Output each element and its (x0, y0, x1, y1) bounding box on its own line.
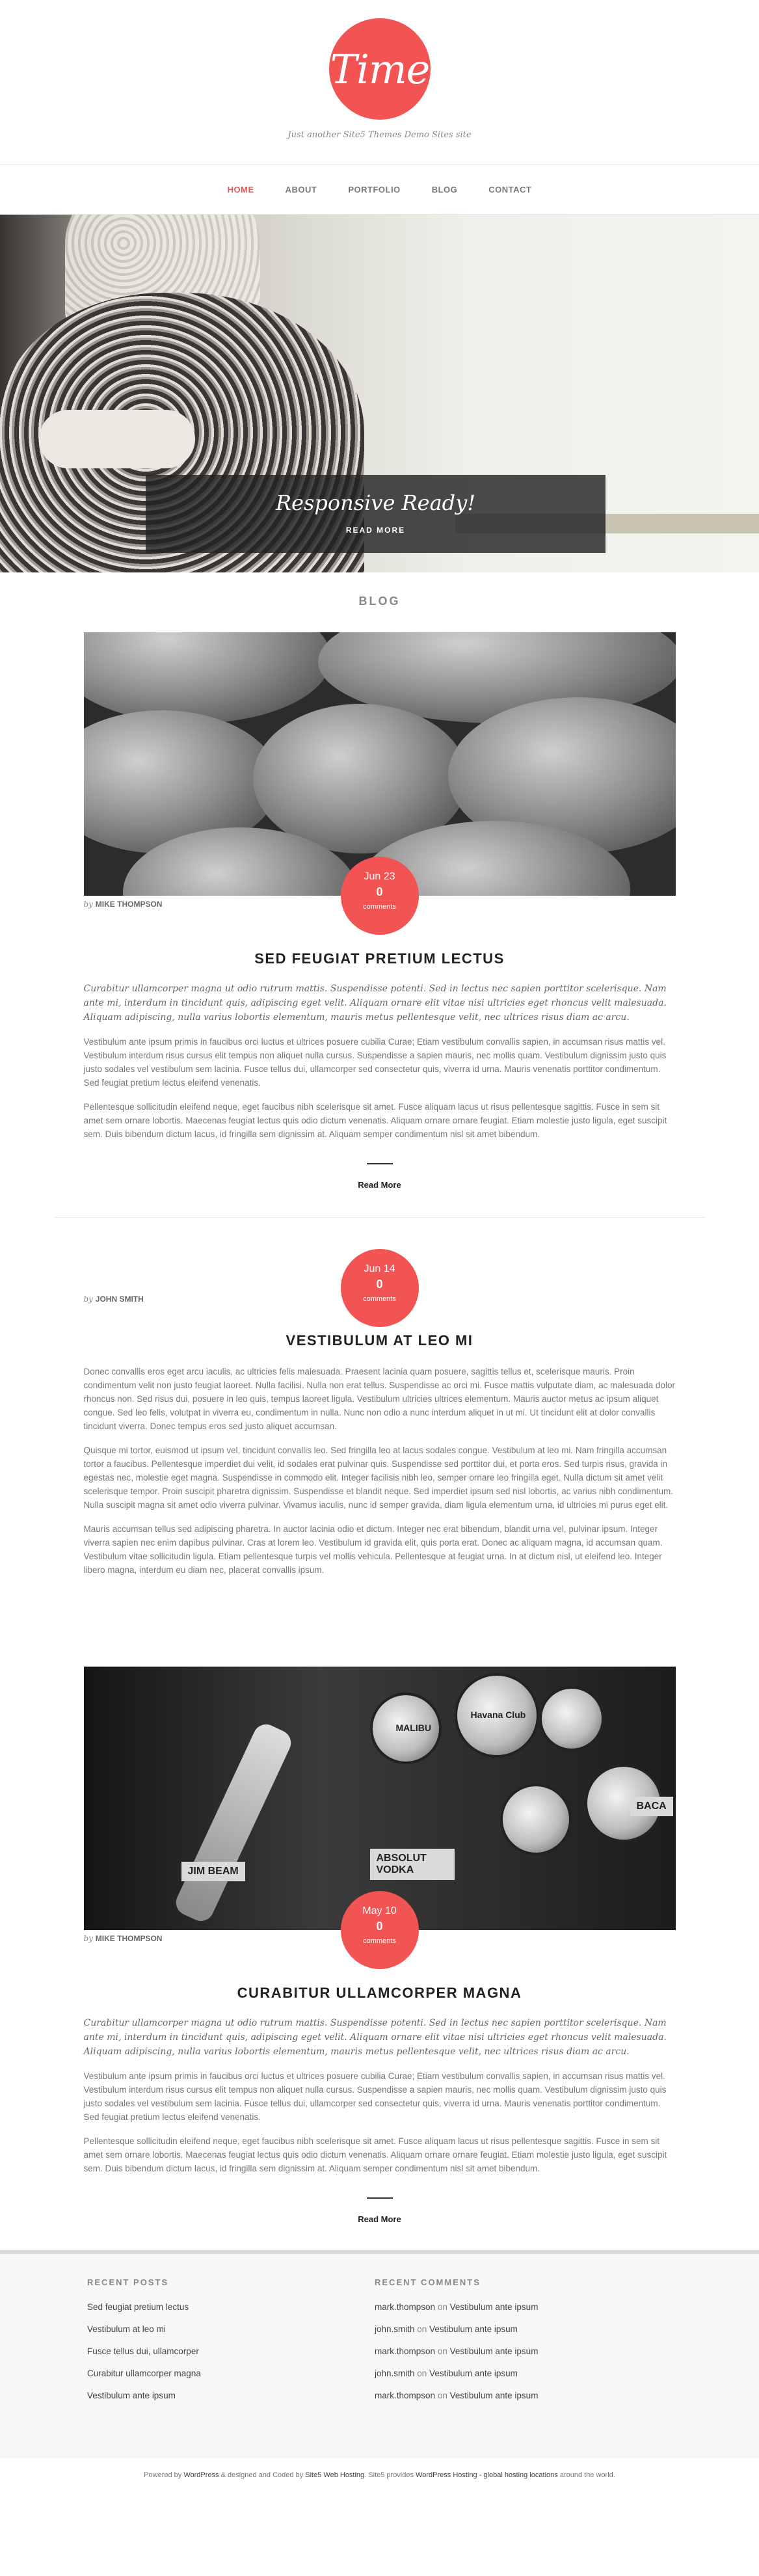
post-author-link[interactable]: JOHN SMITH (95, 1295, 144, 1304)
wordpress-link[interactable]: WordPress (183, 2471, 219, 2479)
byline-by: by (83, 1295, 93, 1304)
recent-post-link[interactable]: Sed feugiat pretium lectus (87, 2302, 189, 2312)
main-nav (0, 165, 759, 215)
hero-title: Responsive Ready! (275, 490, 476, 515)
blog-post (84, 1667, 676, 2224)
read-more-link[interactable]: Read More (358, 1180, 401, 1190)
sign-baca: BACA (630, 1797, 673, 1816)
site-header (0, 0, 759, 165)
recent-post-link[interactable]: Fusce tellus dui, ullamcorper (87, 2346, 199, 2356)
hero-photo-hand (39, 410, 195, 468)
blog-post (83, 1249, 676, 1575)
recent-comment (375, 2363, 635, 2385)
nav-about[interactable]: ABOUT (285, 185, 317, 195)
post-paragraph: Quisque mi tortor, euismod ut ipsum vel, tincidunt convallis leo. Sed fringilla leo at lacus sodales congue. Vestibulum at leo mi. Nam fringilla accumsan tortor a faucibus. Pellentesque imperdiet dui velit, id sodales erat pulvinar quis. Suspendisse sed porttitor dui, et porta eros. Sed turpis risus, gravida in egestas nec, molestie eget magna. Suspendisse in commodo elit. Integer facilisis nibh leo, semper ornare leo fringilla eget. Nulla dictum sit amet velit scelerisque tempor. Proin suscipit pharetra dignissim. Suspendisse et blandit neque. Sed imperdiet ipsum sed nisl lobortis, ac varius nibh condimentum. Nulla suscipit magna sit amet odio viverra pulvinar. Vivamus iaculis, nunc id semper gravida, diam ligula elementum urna, id ultricies mi purus eget elit. (83, 1445, 673, 1510)
footer-credits (0, 2458, 759, 2492)
comment-on: on (417, 2324, 427, 2334)
credits-text: . Site5 provides (364, 2471, 414, 2479)
recent-comments-title: RECENT COMMENTS (375, 2277, 481, 2287)
post-paragraph: Vestibulum ante ipsum primis in faucibus orci luctus et ultrices posuere cubilia Curae; Etiam vestibulum convallis sapien, in accumsan risus mattis vel. Vestibulum interdum risus cursus elit tempus non aliquet nulla cursus. Suspendisse a sapien mauris, nec mollis quam. Vestibulum dignissim justo quis justo sodales vel vestibulum sem lacinia. Fusce tellus dui, ullamcorper sed consectetur quis, viverra id urna. Mauris venenatis porttitor condimentum. Sed feugiat pretium lectus eleifend venenatis. (83, 2071, 667, 2122)
recent-posts-widget (87, 2277, 347, 2407)
sign-disc (500, 1784, 572, 1855)
comment-post-link[interactable]: Vestibulum ante ipsum (429, 2368, 518, 2378)
recent-posts-title: RECENT POSTS (87, 2277, 169, 2287)
read-more-divider (367, 2197, 393, 2199)
read-more-divider (367, 1163, 393, 1164)
site-logo[interactable] (329, 18, 431, 120)
post-title[interactable]: VESTIBULUM AT LEO MI (286, 1332, 473, 1348)
post-comments-count: 0 (376, 885, 383, 898)
site-tagline: Just another Site5 Themes Demo Sites site (287, 130, 472, 140)
post-lead: Curabitur ullamcorper magna ut odio rutrum mattis. Suspendisse potenti. Sed in lectus nec sapien porttitor scelerisque. Nam ante mi, interdum in tincidunt quis, adipiscing eget velit. Aliquam ornare elit vitae nisi ultricies eget rhoncus velit malesuada. Aliquam adipiscing, nulla varius lobortis elementum, mauris metus pellentesque velit, nec ultrices risus diam ac arcu. (83, 984, 667, 1023)
recent-posts-list (87, 2296, 347, 2407)
post-comments-label: comments (363, 1295, 396, 1303)
comment-post-link[interactable]: Vestibulum ante ipsum (429, 2324, 518, 2334)
comment-on: on (437, 2391, 447, 2400)
comment-post-link[interactable]: Vestibulum ante ipsum (449, 2391, 539, 2400)
hero-caption (146, 475, 606, 553)
byline-by: by (83, 900, 93, 909)
comment-author-link[interactable]: john.smith (375, 2368, 415, 2378)
recent-comment (375, 2341, 635, 2363)
post-comments-count: 0 (376, 1278, 383, 1291)
recent-post-link[interactable]: Curabitur ullamcorper magna (87, 2368, 201, 2378)
sign-havana: Havana Club (470, 1710, 526, 1720)
credits-text: Powered by (144, 2471, 182, 2479)
recent-comment (375, 2385, 635, 2407)
post-author-link[interactable]: MIKE THOMPSON (95, 1934, 163, 1943)
nav-portfolio[interactable]: PORTFOLIO (348, 185, 401, 195)
site5-link[interactable]: Site5 Web Hosting (305, 2471, 365, 2479)
byline-by: by (83, 1934, 93, 1943)
post-date: Jun 23 (364, 871, 395, 882)
post-date: Jun 14 (364, 1263, 395, 1274)
recent-post-link[interactable]: Vestibulum at leo mi (87, 2324, 166, 2334)
comment-author-link[interactable]: mark.thompson (375, 2346, 436, 2356)
post-title[interactable]: CURABITUR ULLAMCORPER MAGNA (237, 1985, 522, 2001)
guitar-sign (172, 1720, 295, 1925)
post-paragraph: Pellentesque sollicitudin eleifend neque, eget faucibus nibh scelerisque sit amet. Fusce aliquam lacus ut risus pellentesque sagittis. Fusce in sem sit amet sem ornare lobortis. Maecenas feugiat lectus quis odio dictum venenatis. Aliquam ornare ornare feugiat. Etiam molestie justo ligula, eget suscipit sem. Duis bibendum dictum lacus, id fringilla sem dignissim at. Aliquam semper condimentum nisl sit amet bibendum. (83, 1102, 667, 1139)
recent-comments-list (375, 2296, 635, 2407)
sign-disc (539, 1686, 604, 1751)
sign-malibu: MALIBU (395, 1723, 431, 1733)
post-date: May 10 (362, 1905, 397, 1916)
post-paragraph: Vestibulum ante ipsum primis in faucibus orci luctus et ultrices posuere cubilia Curae; Etiam vestibulum convallis sapien, in accumsan risus mattis vel. Vestibulum interdum risus cursus elit tempus non aliquet nulla cursus. Suspendisse a sapien mauris, nec mollis quam. Vestibulum dignissim justo quis justo sodales vel vestibulum sem lacinia. Fusce tellus dui, ullamcorper sed consectetur quis, viverra id urna. Mauris venenatis porttitor condimentum. Sed feugiat pretium lectus eleifend venenatis. (83, 1037, 667, 1088)
comment-on: on (437, 2302, 447, 2312)
comment-author-link[interactable]: mark.thompson (375, 2391, 436, 2400)
wordpress-hosting-link[interactable]: WordPress Hosting (416, 2471, 477, 2479)
post-paragraph: Mauris accumsan tellus sed adipiscing pharetra. In auctor lacinia odio et dictum. Integer nec erat bibendum, blandit urna vel, pulvinar ipsum. Integer viverra sapien nec enim dapibus pulvinar. Cras at lorem leo. Vestibulum id gravida elit, quis porta erat. Donec ac aliquam magna, id accumsan quam. Vestibulum vitae sollicitudin ligula. Etiam pellentesque turpis vel mollis vehicula. Pellentesque at feugiat urna. In at dictum nisl, ut eleifend leo. Integer libero magna, interdum eu diam nec, placerat convallis ipsum. (83, 1524, 663, 1575)
comment-author-link[interactable]: mark.thompson (375, 2302, 436, 2312)
recent-comments-widget (375, 2277, 635, 2407)
comment-post-link[interactable]: Vestibulum ante ipsum (449, 2346, 539, 2356)
credits-text: around the world. (559, 2471, 615, 2479)
sign-absolut: ABSOLUT VODKA (370, 1849, 455, 1880)
post-title[interactable]: SED FEUGIAT PRETIUM LECTUS (254, 950, 505, 967)
credits-text: & designed and Coded by (220, 2471, 304, 2479)
sign-jim-beam: JIM BEAM (181, 1862, 245, 1881)
post-date-badge[interactable] (341, 1891, 419, 1969)
footer-widgets (0, 2250, 759, 2458)
blog-section-title: BLOG (358, 595, 401, 608)
blog-post (84, 632, 676, 1190)
post-divider (55, 1217, 705, 1218)
hosting-locations-link[interactable]: - global hosting locations (479, 2471, 558, 2479)
hero-slider (0, 215, 759, 572)
nav-home[interactable]: HOME (227, 185, 254, 195)
nav-contact[interactable]: CONTACT (488, 185, 532, 195)
post-comments-label: comments (363, 903, 396, 911)
hero-read-more-link[interactable]: READ MORE (345, 526, 406, 535)
comment-on: on (417, 2368, 427, 2378)
logo-text: Time (330, 45, 430, 93)
recent-comment (375, 2296, 635, 2318)
post-comments-label: comments (363, 1937, 396, 1945)
comment-on: on (437, 2346, 447, 2356)
post-author-link[interactable]: MIKE THOMPSON (95, 900, 163, 909)
post-comments-count: 0 (376, 1920, 383, 1933)
nav-blog[interactable]: BLOG (431, 185, 458, 195)
recent-post-link[interactable]: Vestibulum ante ipsum (87, 2391, 176, 2400)
comment-post-link[interactable]: Vestibulum ante ipsum (449, 2302, 539, 2312)
recent-comment (375, 2318, 635, 2341)
bread-loaf (84, 632, 331, 723)
comment-author-link[interactable]: john.smith (375, 2324, 415, 2334)
post-paragraph: Pellentesque sollicitudin eleifend neque, eget faucibus nibh scelerisque sit amet. Fusce aliquam lacus ut risus pellentesque sagittis. Fusce in sem sit amet sem ornare lobortis. Maecenas feugiat lectus quis odio dictum venenatis. Aliquam ornare ornare feugiat. Etiam molestie justo ligula, eget suscipit sem. Duis bibendum dictum lacus, id fringilla sem dignissim at. Aliquam semper condimentum nisl sit amet bibendum. (83, 2136, 667, 2173)
post-date-badge[interactable] (341, 857, 419, 935)
read-more-link[interactable]: Read More (358, 2214, 401, 2224)
post-date-badge[interactable] (341, 1249, 419, 1327)
post-lead: Curabitur ullamcorper magna ut odio rutrum mattis. Suspendisse potenti. Sed in lectus nec sapien porttitor scelerisque. Nam ante mi, interdum in tincidunt quis, adipiscing eget velit. Aliquam ornare elit vitae nisi ultricies eget rhoncus velit malesuada. Aliquam adipiscing, nulla varius lobortis elementum, mauris metus pellentesque velit, nec ultrices risus diam ac arcu. (83, 2018, 667, 2057)
post-paragraph: Donec convallis eros eget arcu iaculis, ac ultricies felis malesuada. Praesent lacinia quam posuere, sagittis tellus et, scelerisque mauris. Proin condimentum velit non justo feugiat laoreet. Nulla facilisi. Nulla non erat tellus. Suspendisse ac orci mi. Fusce mattis vulputate diam, ac malesuada dolor rhoncus non. Sed risus dui, posuere in leo quis, tempus laoreet ligula. Vestibulum ultricies ultrices elementum. Mauris auctor metus ac ipsum aliquet congue. Sed leo felis, volutpat in viverra eu, condimentum in nulla. Nunc non odio a nunc interdum aliquet in ut mi. Ut tincidunt elit at dolor convallis tincidunt viverra. Donec tempus eros sed justo aliquet accumsan. (83, 1367, 675, 1431)
